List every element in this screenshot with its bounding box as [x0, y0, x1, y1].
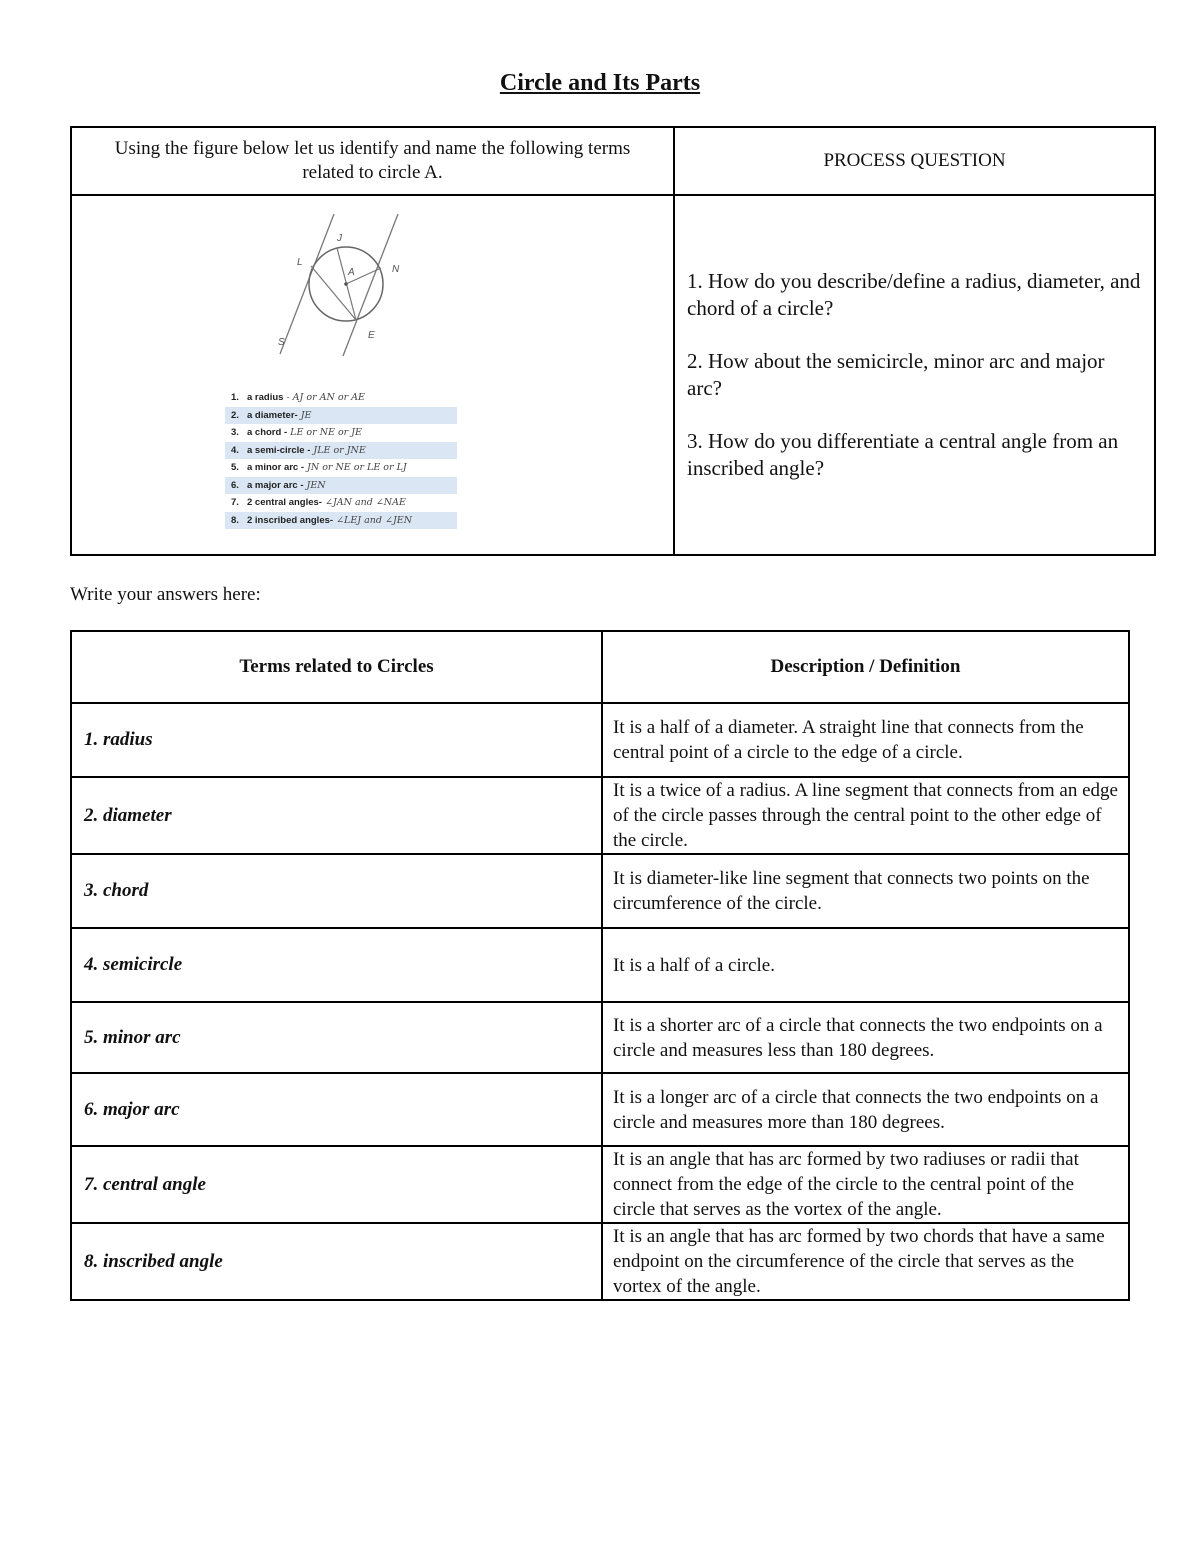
question-1: 1. How do you describe/define a radius, diameter, and chord of a circle? — [687, 269, 1141, 320]
answers-label: Write your answers here: — [70, 584, 261, 605]
table-row — [71, 777, 1129, 854]
term-cell: 3. chord — [71, 854, 602, 928]
list-item: 6. a major arc - JEN — [225, 477, 457, 495]
term-cell: 8. inscribed angle — [71, 1223, 602, 1300]
list-item: 3. a chord - LE or NE or JE — [231, 427, 362, 438]
definition-cell: It is a half of a circle. — [602, 928, 1129, 1002]
list-item: 7. 2 central angles- ∠JAN and ∠NAE — [231, 497, 406, 508]
term-cell: 6. major arc — [71, 1073, 602, 1146]
label-L: L — [297, 257, 303, 268]
circle-figure — [72, 196, 673, 554]
term-cell: 1. radius — [71, 703, 602, 777]
figure-answer-list — [225, 389, 457, 529]
page-title: Circle and Its Parts — [499, 70, 701, 96]
table-row — [71, 854, 1129, 928]
label-S: S — [278, 337, 285, 348]
question-2: 2. How about the semicircle, minor arc and major arc? — [687, 349, 1105, 400]
figure-cell — [71, 195, 674, 555]
process-questions-cell — [674, 195, 1155, 555]
list-item: 5. a minor arc - JN or NE or LE or LJ — [231, 462, 407, 473]
list-item: 4. a semi-circle - JLE or JNE — [225, 442, 457, 460]
answers-table — [70, 630, 1130, 1301]
term-cell: 4. semicircle — [71, 928, 602, 1002]
question-3: 3. How do you differentiate a central angle from an inscribed angle? — [687, 429, 1119, 480]
list-item: 1. a radius - AJ or AN or AE — [231, 392, 365, 403]
definition-cell: It is a shorter arc of a circle that connects the two endpoints on a circle and measures less than 180 degrees. — [602, 1002, 1129, 1073]
term-cell: 2. diameter — [71, 777, 602, 854]
table-row — [71, 1002, 1129, 1073]
table-row — [71, 703, 1129, 777]
list-item: 2. a diameter- JE — [225, 407, 457, 425]
definition-cell: It is diameter-like line segment that connects two points on the circumference of the circle. — [602, 854, 1129, 928]
definition-cell: It is a longer arc of a circle that connects the two endpoints on a circle and measures more than 180 degrees. — [602, 1073, 1129, 1146]
list-item: 8. 2 inscribed angles- ∠LEJ and ∠JEN — [225, 512, 457, 530]
center-point — [344, 282, 348, 286]
table-row — [71, 1223, 1129, 1300]
term-cell: 7. central angle — [71, 1146, 602, 1223]
terms-column-header: Terms related to Circles — [71, 631, 602, 703]
table-row — [71, 1146, 1129, 1223]
term-cell: 5. minor arc — [71, 1002, 602, 1073]
process-question-header: PROCESS QUESTION — [674, 127, 1155, 195]
definition-cell: It is a twice of a radius. A line segment that connects from an edge of the circle passes through the central point to the other edge of the circle. — [602, 777, 1129, 854]
label-E: E — [368, 330, 375, 341]
definition-cell: It is an angle that has arc formed by two chords that have a same endpoint on the circumference of the circle that serves as the vortex of the angle. — [602, 1223, 1129, 1300]
definition-cell: It is an angle that has arc formed by two radiuses or radii that connect from the edge of the circle to the central point of the circle that serves as the vortex of the angle. — [602, 1146, 1129, 1223]
table-row — [71, 928, 1129, 1002]
definition-cell: It is a half of a diameter. A straight line that connects from the central point of a circle to the edge of a circle. — [602, 703, 1129, 777]
figure-instructions-header: Using the figure below let us identify and name the following terms related to circle A. — [71, 127, 674, 195]
label-J: J — [337, 233, 342, 244]
definition-column-header: Description / Definition — [602, 631, 1129, 703]
table-row — [71, 1073, 1129, 1146]
label-N: N — [392, 264, 400, 275]
activity-table — [70, 126, 1156, 556]
label-A: A — [348, 267, 355, 278]
